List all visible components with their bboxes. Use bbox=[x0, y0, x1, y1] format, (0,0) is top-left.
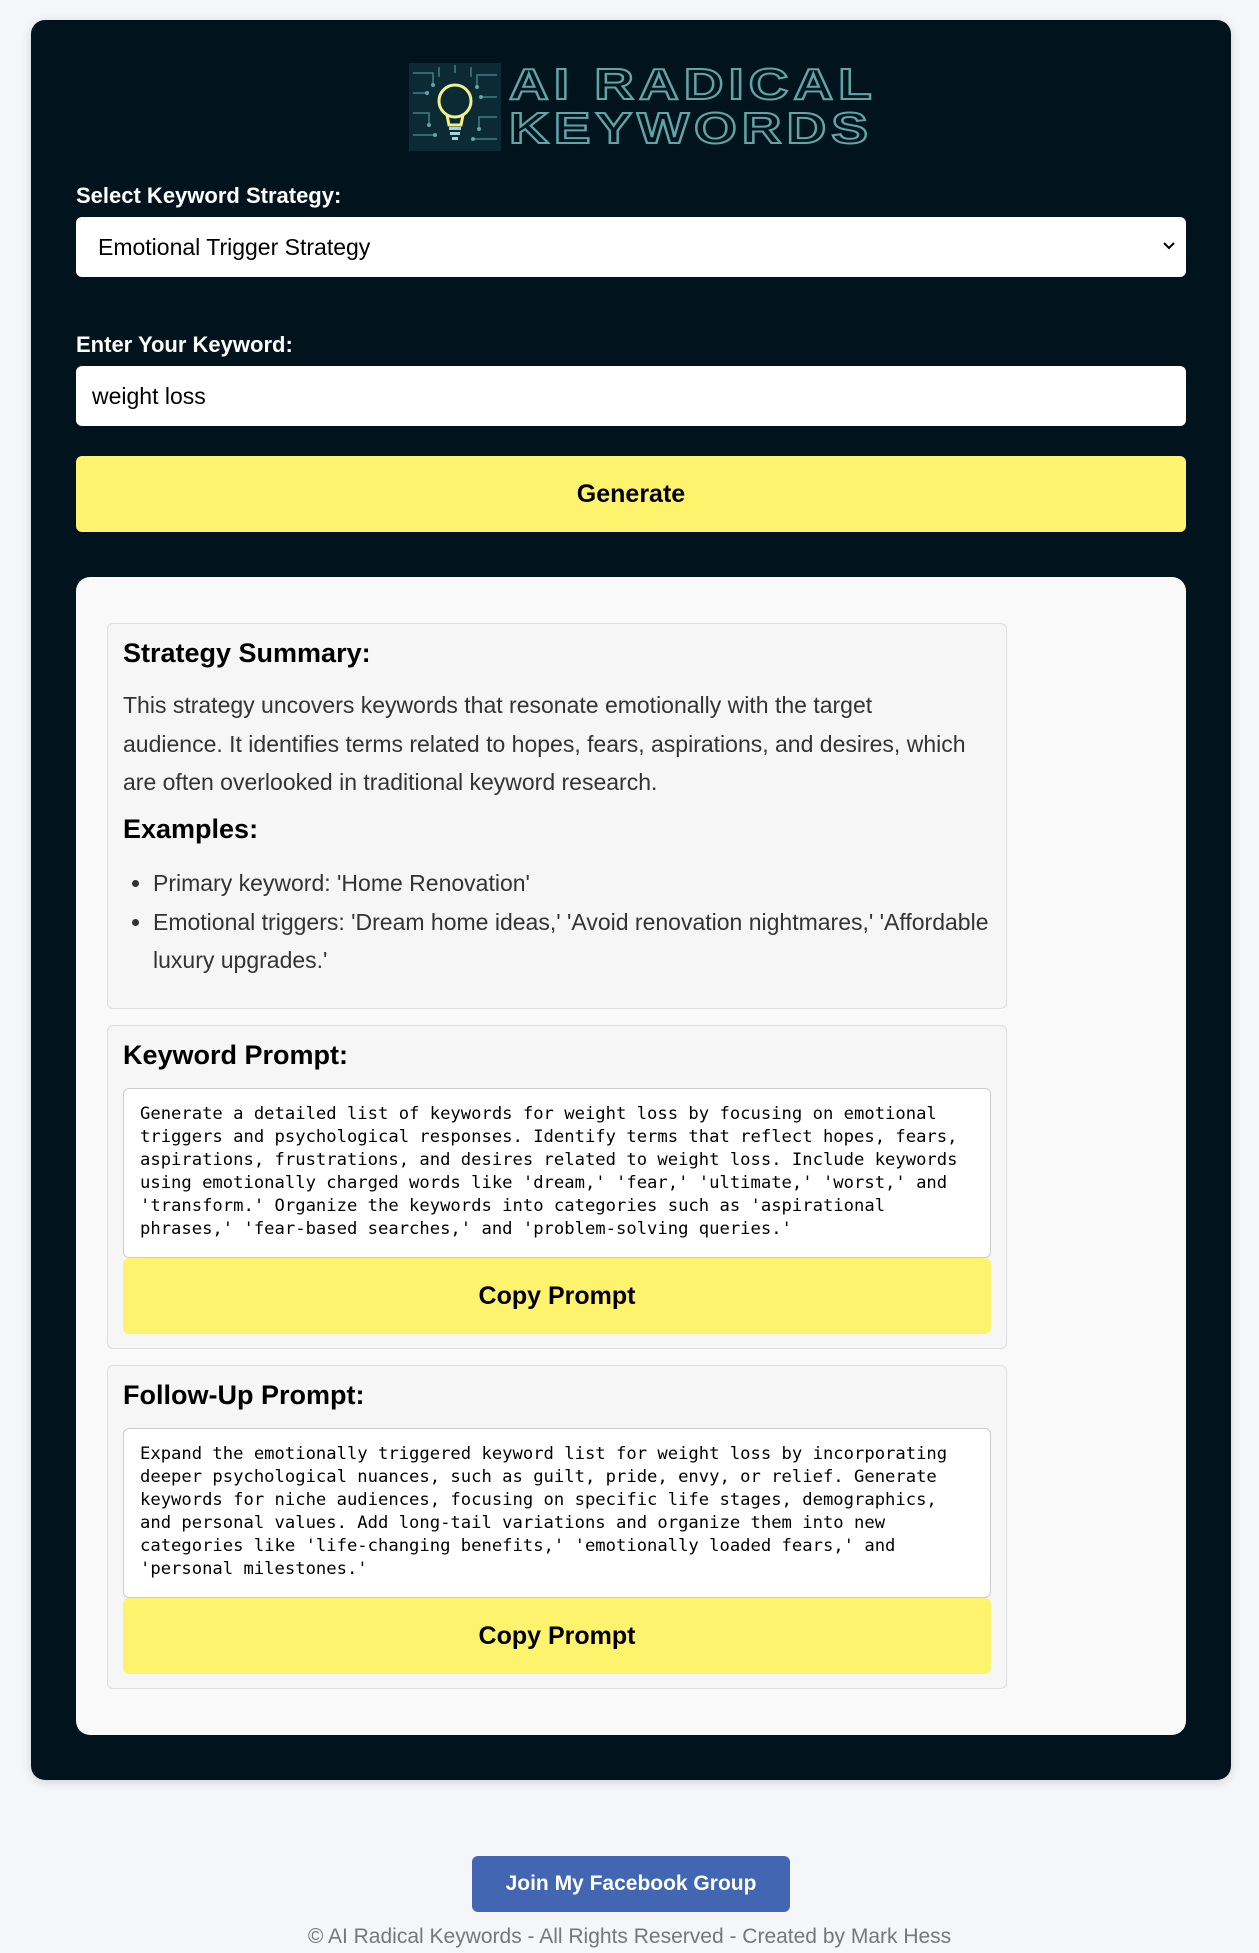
lightbulb-circuit-icon bbox=[409, 63, 501, 151]
logo bbox=[409, 60, 877, 153]
followup-prompt-textarea[interactable]: Expand the emotionally triggered keyword list for weight loss by incorporating deeper psychological nuances, such as guilt, pride, envy, or relief. Generate keywords for niche audiences, focusing on specific life stages, demographics, and personal values. Add long-tail variations and organize them into new categories like 'life-changing benefits,' 'emotionally loaded fears,' and 'personal milestones.' bbox=[123, 1428, 991, 1598]
list-item: • Emotional triggers: 'Dream home ideas,' 'Avoid renovation nightmares,' 'Affordable luxury upgrades.' bbox=[153, 903, 1003, 980]
logo-line-2: KEYWORDS bbox=[509, 104, 873, 153]
app-panel bbox=[31, 20, 1231, 1780]
generate-button[interactable]: Generate bbox=[76, 456, 1186, 532]
keyword-prompt-title: Keyword Prompt: bbox=[123, 1040, 349, 1070]
copy-followup-prompt-button[interactable]: Copy Prompt bbox=[123, 1598, 991, 1674]
examples-list bbox=[123, 864, 1003, 980]
copy-keyword-prompt-button[interactable]: Copy Prompt bbox=[123, 1258, 991, 1334]
keyword-prompt-card bbox=[107, 1025, 1007, 1349]
followup-prompt-card bbox=[107, 1365, 1007, 1689]
keyword-label: Enter Your Keyword: bbox=[76, 332, 293, 357]
keyword-input[interactable]: weight loss bbox=[76, 366, 1186, 426]
strategy-select-value: Emotional Trigger Strategy bbox=[98, 233, 371, 260]
footer-text: © AI Radical Keywords - All Rights Reserved - Created by Mark Hess bbox=[307, 1925, 952, 1948]
strategy-summary-card bbox=[107, 623, 1007, 1009]
logo-line-1: AI RADICAL bbox=[509, 60, 877, 109]
list-item: • Primary keyword: 'Home Renovation' bbox=[153, 864, 1003, 903]
summary-title: Strategy Summary: bbox=[123, 638, 371, 668]
strategy-select[interactable] bbox=[76, 217, 1186, 277]
keyword-prompt-textarea[interactable]: Generate a detailed list of keywords for weight loss by focusing on emotional triggers and psychological responses. Identify terms that reflect hopes, fears, aspirations, frustrations, and desires related to weight loss. Include keywords using emotionally charged words like 'dream,' 'fear,' 'ultimate,' 'worst,' and 'transform.' Organize the keywords into categories such as 'aspirational phrases,' 'fear-based searches,' and 'problem-solving queries.' bbox=[123, 1088, 991, 1258]
strategy-label: Select Keyword Strategy: bbox=[76, 183, 342, 208]
logo-wordmark bbox=[509, 60, 877, 153]
chevron-down-icon bbox=[1160, 237, 1178, 255]
results-panel bbox=[76, 577, 1186, 1735]
facebook-group-button[interactable]: Join My Facebook Group bbox=[472, 1856, 790, 1912]
examples-title: Examples: bbox=[123, 814, 259, 844]
summary-text: This strategy uncovers keywords that resonate emotionally with the target audience. It identifies terms related to hopes, fears, aspirations, and desires, which are often overlooked in traditional keyword research. bbox=[123, 692, 966, 795]
followup-prompt-title: Follow-Up Prompt: bbox=[123, 1380, 365, 1410]
